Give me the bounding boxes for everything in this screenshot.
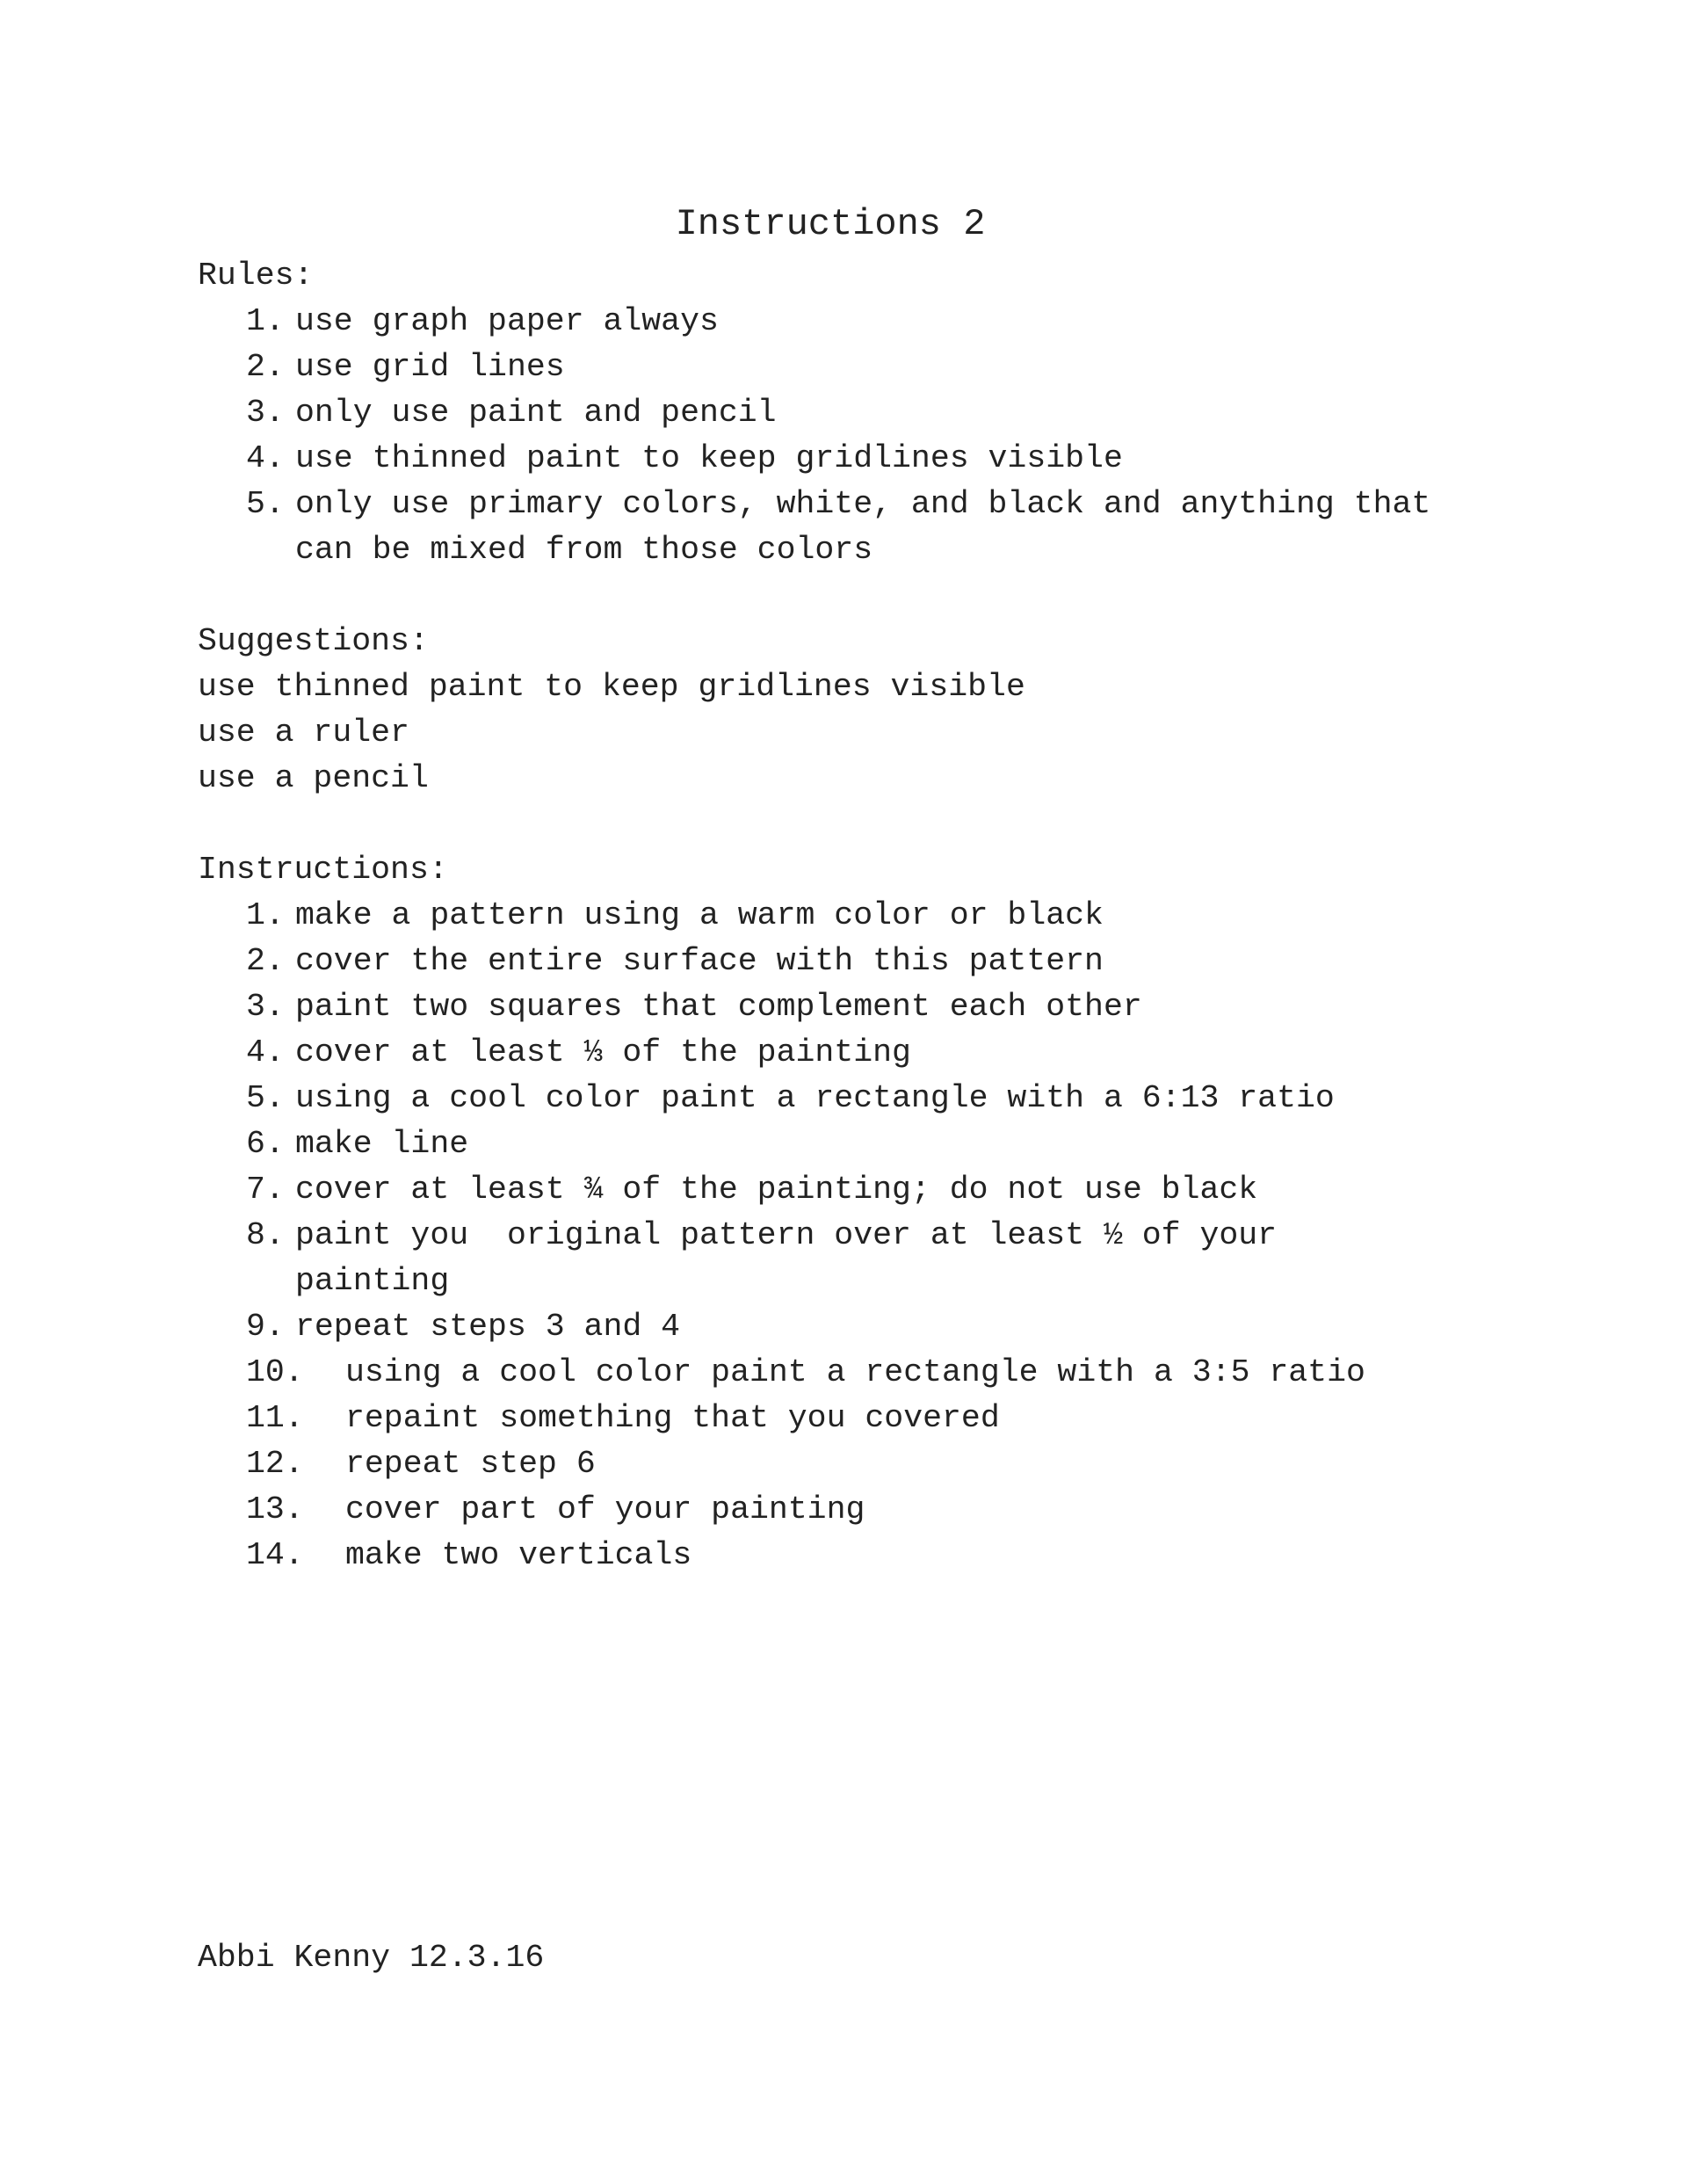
rules-item-5-text-continued: can be mixed from those colors xyxy=(295,532,873,568)
instruction-item-8-text-continued: painting xyxy=(295,1263,450,1299)
instruction-item-8-number: 8. xyxy=(246,1217,285,1253)
instruction-item-2-text: cover the entire surface with this pattern xyxy=(295,943,1104,979)
instruction-item-10-number: 10. xyxy=(246,1354,304,1390)
instruction-item-14-text: make two verticals xyxy=(345,1537,692,1573)
rules-item-2-text: use grid lines xyxy=(295,349,565,385)
instruction-item-4-text: cover at least ⅓ of the painting xyxy=(295,1034,911,1070)
rules-item-1-number: 1. xyxy=(246,303,285,339)
rules-item-3-text: only use paint and pencil xyxy=(295,395,777,431)
rules-item-1-text: use graph paper always xyxy=(295,303,719,339)
instruction-item-9-text: repeat steps 3 and 4 xyxy=(295,1309,681,1345)
instruction-item-8-text: paint you original pattern over at least ½ of your xyxy=(295,1217,1278,1253)
instruction-item-6-text: make line xyxy=(295,1126,469,1162)
suggestion-item-3: use a pencil xyxy=(198,760,429,796)
instruction-item-2-number: 2. xyxy=(246,943,285,979)
instructions-heading: Instructions: xyxy=(198,852,448,888)
instruction-item-9-number: 9. xyxy=(246,1309,285,1345)
instruction-item-3-text: paint two squares that complement each other xyxy=(295,989,1142,1025)
instruction-item-14-number: 14. xyxy=(246,1537,304,1573)
instruction-item-10-text: using a cool color paint a rectangle with a 3:5 ratio xyxy=(345,1354,1365,1390)
instruction-item-1-text: make a pattern using a warm color or black xyxy=(295,897,1104,933)
page-title: Instructions 2 xyxy=(675,203,986,245)
rules-item-5-number: 5. xyxy=(246,486,285,522)
rules-item-4-number: 4. xyxy=(246,440,285,476)
rules-item-4-text: use thinned paint to keep gridlines visible xyxy=(295,440,1123,476)
instruction-item-7-text: cover at least ¾ of the painting; do not use black xyxy=(295,1172,1258,1208)
suggestions-heading: Suggestions: xyxy=(198,623,429,659)
instruction-item-12-text: repeat step 6 xyxy=(345,1446,596,1482)
rules-item-5-text: only use primary colors, white, and black and anything that xyxy=(295,486,1431,522)
instruction-item-11-number: 11. xyxy=(246,1400,304,1436)
instruction-item-5-number: 5. xyxy=(246,1080,285,1116)
instruction-item-4-number: 4. xyxy=(246,1034,285,1070)
rules-item-2-number: 2. xyxy=(246,349,285,385)
instruction-item-5-text: using a cool color paint a rectangle with a 6:13 ratio xyxy=(295,1080,1335,1116)
instruction-item-12-number: 12. xyxy=(246,1446,304,1482)
instruction-item-11-text: repaint something that you covered xyxy=(345,1400,1000,1436)
rules-item-3-number: 3. xyxy=(246,395,285,431)
instruction-item-6-number: 6. xyxy=(246,1126,285,1162)
instruction-item-7-number: 7. xyxy=(246,1172,285,1208)
instruction-item-13-text: cover part of your painting xyxy=(345,1491,865,1527)
instruction-item-1-number: 1. xyxy=(246,897,285,933)
author-signature: Abbi Kenny 12.3.16 xyxy=(198,1940,545,1976)
rules-heading: Rules: xyxy=(198,258,314,294)
instruction-item-13-number: 13. xyxy=(246,1491,304,1527)
suggestion-item-1: use thinned paint to keep gridlines visible xyxy=(198,669,1025,705)
instruction-item-3-number: 3. xyxy=(246,989,285,1025)
suggestion-item-2: use a ruler xyxy=(198,715,409,751)
